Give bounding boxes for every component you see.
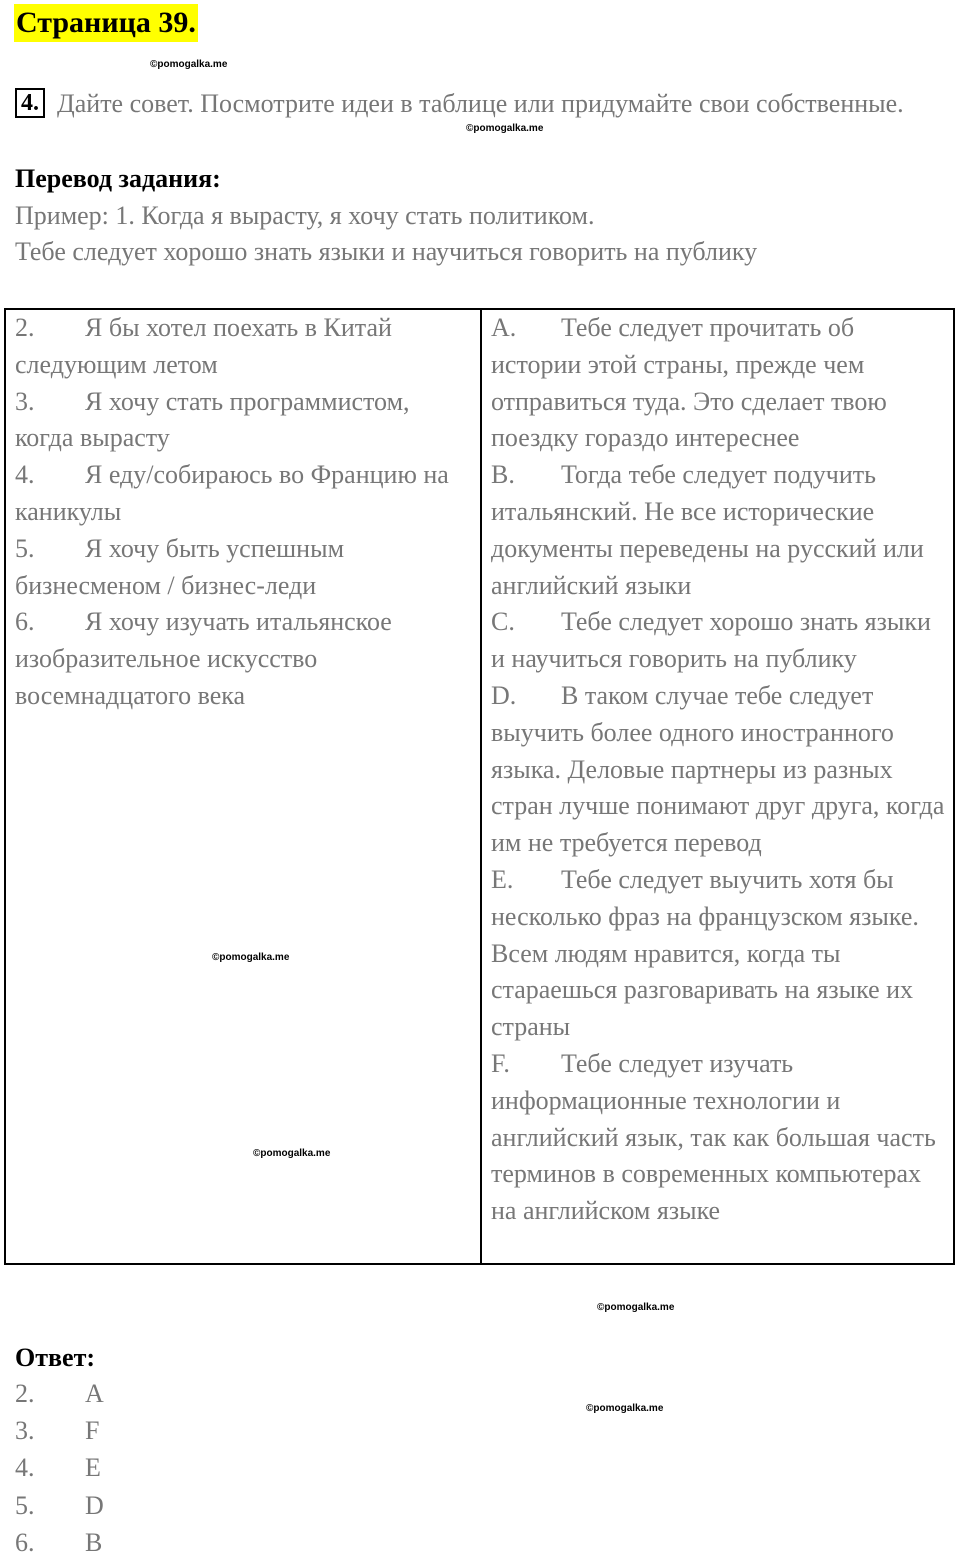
watermark: ©pomogalka.me <box>150 59 228 70</box>
answer-row: 6. B <box>15 1527 103 1557</box>
answer-row: 2. A <box>15 1379 104 1408</box>
example-line: Пример: 1. Когда я вырасту, я хочу стать политиком. <box>15 201 595 230</box>
list-item: E. Тебе следует выучить хотя бы несколько фраз на французском языке. Всем людям нравится, когда ты стараешься разговаривать на языке их страны <box>491 864 919 1042</box>
table-divider <box>480 310 482 1263</box>
watermark: ©pomogalka.me <box>597 1302 675 1313</box>
answer-row: 3. F <box>15 1416 100 1446</box>
page-title: Страница 39. <box>14 4 198 42</box>
list-item: F. Тебе следует изучать информационные технологии и английский язык, так как большая часть терминов в современных компьютерах на английском языке <box>491 1048 936 1226</box>
answer-row: 4. E <box>15 1453 101 1483</box>
list-item: A. Тебе следует прочитать об истории этой страны, прежде чем отправиться туда. Это сделает твою поездку гораздо интереснее <box>491 313 887 453</box>
answer-list <box>15 1375 104 1561</box>
task-statement <box>15 85 915 122</box>
translation-heading: Перевод задания: <box>15 164 221 193</box>
list-item: B. Тогда тебе следует подучить итальянский. Не все исторические документы переведены на русский или английский языки <box>491 460 924 600</box>
watermark: ©pomogalka.me <box>466 123 544 134</box>
ideas-table <box>4 308 955 1265</box>
answer-row: 5. D <box>15 1490 104 1520</box>
example-line: Тебе следует хорошо знать языки и научиться говорить на публику <box>15 237 758 266</box>
list-item: D. В таком случае тебе следует выучить более одного иностранного языка. Деловые партнеры из разных стран лучше понимают друг друга, когда им не требуется перевод <box>491 680 945 858</box>
task-number: 4. <box>15 88 45 118</box>
watermark: ©pomogalka.me <box>586 1403 664 1414</box>
task-text: Дайте совет. Посмотрите идеи в таблице или придумайте свои собственные. <box>57 89 904 118</box>
right-column <box>491 310 946 1230</box>
answer-heading: Ответ: <box>15 1343 96 1372</box>
watermark: ©pomogalka.me <box>253 1148 331 1159</box>
list-item: 5. Я хочу быть успешным бизнесменом / бизнес-леди <box>15 533 345 600</box>
left-column <box>15 310 470 715</box>
list-item: 6. Я хочу изучать итальянское изобразительное искусство восемнадцатого века <box>15 607 392 710</box>
list-item: C. Тебе следует хорошо знать языки и научиться говорить на публику <box>491 607 931 674</box>
watermark: ©pomogalka.me <box>212 952 290 963</box>
list-item: 2. Я бы хотел поехать в Китай следующим летом <box>15 313 392 379</box>
list-item: 3. Я хочу стать программистом, когда вырасту <box>15 386 410 453</box>
list-item: 4. Я еду/собираюсь во Францию на каникулы <box>15 460 449 526</box>
